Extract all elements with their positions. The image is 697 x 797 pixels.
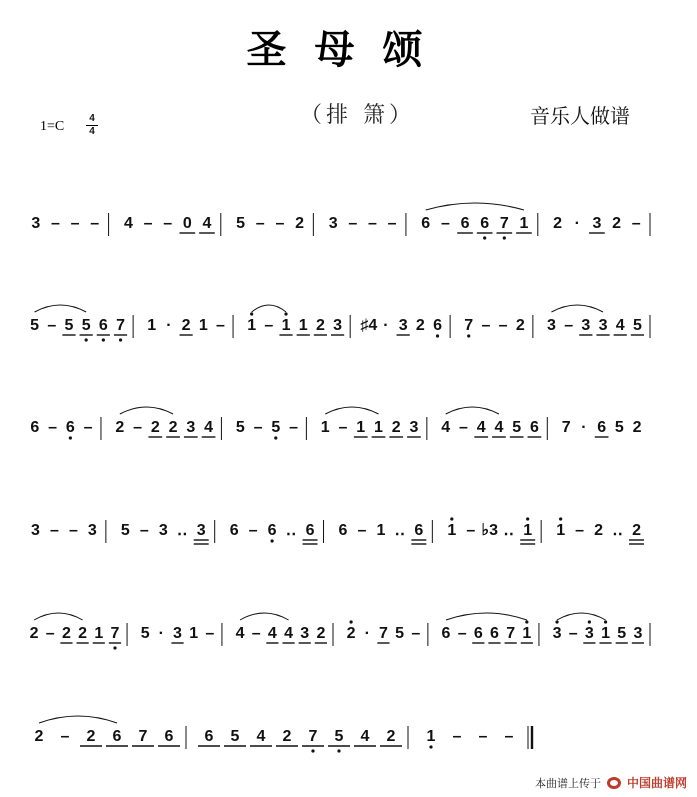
score-note: 2 <box>168 419 178 436</box>
score-note: 5 <box>64 317 74 334</box>
score-note: – <box>440 215 450 232</box>
score-note: 7 <box>116 317 125 334</box>
score-note: 7 <box>506 625 516 642</box>
score-note: 2 <box>282 728 292 745</box>
score-note: 6 <box>164 728 174 745</box>
score-note: 6 <box>267 522 277 539</box>
score-note: 6 <box>338 522 348 539</box>
score-note: – <box>568 625 578 642</box>
low-octave-dot <box>436 334 439 337</box>
slur <box>557 613 606 620</box>
score-note: 3 <box>409 419 419 436</box>
score-note: 1 <box>519 215 529 232</box>
score-note: 6 <box>204 728 214 745</box>
score-note: 2 <box>632 522 641 539</box>
score-note: – <box>631 215 641 232</box>
score-note: 3 <box>547 317 556 334</box>
score-note: 1 <box>189 625 199 642</box>
score-note: – <box>411 625 421 642</box>
score-note: 3 <box>398 317 408 334</box>
score-note: 1 <box>374 419 383 436</box>
score-note: – <box>133 419 143 436</box>
score-note: – <box>253 419 263 436</box>
score-note: – <box>45 625 55 642</box>
score-note: 2 <box>515 317 525 334</box>
score-note: 2 <box>553 215 563 232</box>
score-note: – <box>70 215 80 232</box>
score-note: ‥ <box>285 522 297 539</box>
score-note: · <box>581 419 587 436</box>
score-note: 1 <box>356 419 366 436</box>
high-octave-dot <box>559 517 562 520</box>
score-note: 7 <box>464 317 474 334</box>
score-note: 3 <box>592 215 602 232</box>
high-octave-dot <box>250 312 253 315</box>
score-note: 6 <box>597 419 607 436</box>
score-note: 2 <box>594 522 604 539</box>
score-note: 2 <box>391 419 401 436</box>
score-note: – <box>48 419 58 436</box>
score-note: ‥ <box>176 522 188 539</box>
score-note: 1 <box>426 728 436 745</box>
score-note: 0 <box>182 215 192 232</box>
score-note: – <box>264 317 274 334</box>
score-note: 4 <box>235 625 245 642</box>
score-note: 5 <box>614 419 624 436</box>
score-note: 3 <box>158 522 168 539</box>
score-note: 7 <box>499 215 509 232</box>
score-note: 5 <box>230 728 240 745</box>
score-note: – <box>139 522 149 539</box>
score-note: 1 <box>320 419 330 436</box>
site-logo-icon <box>607 777 621 789</box>
score-note: 2 <box>415 317 425 334</box>
low-octave-dot <box>503 236 506 239</box>
score-note: 2 <box>29 625 39 642</box>
score-note: 5 <box>236 215 246 232</box>
score-note: – <box>458 419 468 436</box>
score-note: ‥ <box>394 522 406 539</box>
score-note: – <box>205 625 215 642</box>
score-note: 6 <box>529 419 539 436</box>
score-note: – <box>478 728 488 745</box>
score-note: · <box>574 215 580 232</box>
score-note: 4 <box>267 625 277 642</box>
score-note: – <box>338 419 348 436</box>
score-note: 5 <box>512 419 522 436</box>
score-note: 3 <box>87 522 97 539</box>
low-octave-dot <box>337 749 340 752</box>
score-note: 3 <box>196 522 206 539</box>
slur <box>39 716 117 723</box>
score-note: – <box>248 522 258 539</box>
low-octave-dot <box>102 338 105 341</box>
score-note: ♭3 <box>481 522 498 539</box>
low-octave-dot <box>113 646 116 649</box>
low-octave-dot <box>85 338 88 341</box>
score-note: – <box>481 317 491 334</box>
score-note: 5 <box>632 317 642 334</box>
score-note: 7 <box>308 728 318 745</box>
score-note: – <box>83 419 93 436</box>
score-note: 4 <box>202 215 212 232</box>
score-note: 4 <box>123 215 133 232</box>
score-note: – <box>457 625 467 642</box>
high-octave-dot <box>526 517 529 520</box>
score-note: 2 <box>181 317 191 334</box>
high-octave-dot <box>555 620 558 623</box>
score-note: · <box>383 317 389 334</box>
score-note: ‥ <box>612 522 623 539</box>
score-note: – <box>564 317 574 334</box>
score-note: 6 <box>473 625 483 642</box>
score-note: 4 <box>284 625 294 642</box>
score-note: 5 <box>81 317 91 334</box>
score-note: – <box>452 728 462 745</box>
score-note: · <box>158 625 164 642</box>
score-note: 7 <box>110 625 120 642</box>
low-octave-dot <box>311 749 314 752</box>
score-note: 1 <box>281 317 291 334</box>
score-note: 5 <box>235 419 245 436</box>
score-note: 2 <box>150 419 160 436</box>
low-octave-dot <box>271 539 274 542</box>
score-note: – <box>368 215 377 232</box>
score-note: 1 <box>447 522 457 539</box>
score-note: – <box>216 317 225 334</box>
score-note: 4 <box>360 728 370 745</box>
score-note: 1 <box>522 625 532 642</box>
score-note: – <box>251 625 261 642</box>
score-note: – <box>49 522 59 539</box>
score-note: 4 <box>476 419 486 436</box>
score-note: 5 <box>120 522 130 539</box>
score-note: 2 <box>346 625 356 642</box>
high-octave-dot <box>604 620 607 623</box>
key-signature: 1=C <box>40 119 65 134</box>
score-note: 3 <box>584 625 594 642</box>
score-note: 4 <box>256 728 266 745</box>
slur <box>446 613 527 620</box>
score-note: 1 <box>298 317 308 334</box>
low-octave-dot <box>69 436 72 439</box>
score-note: 6 <box>490 625 499 642</box>
slur <box>34 613 83 620</box>
score-note: 2 <box>61 625 71 642</box>
slur <box>252 305 286 312</box>
upload-footer <box>535 774 687 791</box>
score-note: – <box>498 317 508 334</box>
score-note: – <box>387 215 397 232</box>
footer-site-name: 中国曲谱网 <box>626 776 687 790</box>
score-note: 6 <box>30 419 40 436</box>
score-note: – <box>163 215 173 232</box>
score-note: 6 <box>65 419 75 436</box>
score-note: 3 <box>31 522 40 539</box>
low-octave-dot <box>119 338 122 341</box>
score-note: 7 <box>138 728 148 745</box>
score-note: – <box>143 215 153 232</box>
meter-bottom: 4 <box>89 126 95 137</box>
score-note: 3 <box>31 215 41 232</box>
slur <box>325 407 378 414</box>
instrument-subtitle: （排 箫） <box>300 103 415 128</box>
score-note: 5 <box>271 419 281 436</box>
score-note: – <box>504 728 514 745</box>
score-note: 1 <box>198 317 208 334</box>
score-note: 6 <box>480 215 490 232</box>
score-note: 2 <box>315 317 325 334</box>
slur <box>35 305 87 312</box>
score-note: – <box>51 215 60 232</box>
score-note: – <box>348 215 358 232</box>
high-octave-dot <box>588 620 591 623</box>
score-note: – <box>466 522 476 539</box>
slur <box>446 407 499 414</box>
slur <box>240 613 289 620</box>
footer-text: 本曲谱上传于 <box>534 776 601 790</box>
score-note: 2 <box>632 419 642 436</box>
low-octave-dot <box>483 236 486 239</box>
score-note: – <box>68 522 78 539</box>
score-note: – <box>60 728 70 745</box>
score-note: · <box>364 625 370 642</box>
score-note: 6 <box>421 215 431 232</box>
score-note: 1 <box>376 522 386 539</box>
score-note: 3 <box>581 317 591 334</box>
high-octave-dot <box>525 620 528 623</box>
score-note: 5 <box>334 728 344 745</box>
score-note: 1 <box>523 522 533 539</box>
score-note: ‥ <box>503 522 515 539</box>
score-note: 2 <box>612 215 621 232</box>
score-note: 4 <box>441 419 451 436</box>
score-note: 2 <box>34 728 44 745</box>
score-note: 3 <box>333 317 343 334</box>
score-note: 2 <box>86 728 96 745</box>
score-note: – <box>275 215 285 232</box>
score-note: 2 <box>78 625 88 642</box>
score-note: – <box>47 317 57 334</box>
score-note: – <box>575 522 585 539</box>
slur <box>551 305 603 312</box>
score-note: 6 <box>229 522 239 539</box>
high-octave-dot <box>450 517 453 520</box>
low-octave-dot <box>274 436 277 439</box>
score-note: 3 <box>633 625 643 642</box>
score-note: 3 <box>552 625 562 642</box>
high-octave-dot <box>284 312 287 315</box>
score-note: 5 <box>617 625 627 642</box>
score-note: 6 <box>441 625 451 642</box>
score-note: 3 <box>173 625 182 642</box>
score-note: 6 <box>112 728 122 745</box>
score-note: 2 <box>386 728 396 745</box>
score-note: – <box>289 419 298 436</box>
score-note: 5 <box>30 317 40 334</box>
score-note: ♯4 <box>360 317 378 334</box>
score-note: 7 <box>378 625 388 642</box>
score-note: 6 <box>460 215 470 232</box>
low-octave-dot <box>429 745 432 748</box>
score-note: 2 <box>295 215 304 232</box>
score-note: 4 <box>494 419 504 436</box>
score-note: – <box>255 215 265 232</box>
score-note: 6 <box>98 317 108 334</box>
low-octave-dot <box>467 334 470 337</box>
score-note: 1 <box>601 625 611 642</box>
score-note: 3 <box>300 625 310 642</box>
score-note: 3 <box>186 419 196 436</box>
score-note: 5 <box>395 625 405 642</box>
score-note: 7 <box>561 419 571 436</box>
meter-top: 4 <box>89 113 95 124</box>
score-note: 1 <box>94 625 104 642</box>
score-note: · <box>166 317 172 334</box>
score-note: 4 <box>204 419 214 436</box>
score-note: 2 <box>115 419 125 436</box>
score-note: 3 <box>598 317 608 334</box>
score-note: 6 <box>414 522 424 539</box>
score-note: 1 <box>147 317 157 334</box>
score-note: 6 <box>433 317 442 334</box>
score-note: – <box>90 215 100 232</box>
composer-credit: 音乐人做谱 <box>530 104 630 128</box>
score-note: 1 <box>247 317 257 334</box>
score-note: 3 <box>328 215 338 232</box>
high-octave-dot <box>349 620 352 623</box>
score-note: 2 <box>316 625 326 642</box>
page-title: 圣母颂 <box>246 26 451 73</box>
score-note: – <box>357 522 367 539</box>
slur <box>426 203 524 210</box>
score-note: 4 <box>615 317 625 334</box>
score-note: 5 <box>140 625 150 642</box>
slur <box>120 407 173 414</box>
score-note: 1 <box>556 522 566 539</box>
score-note: 6 <box>305 522 315 539</box>
